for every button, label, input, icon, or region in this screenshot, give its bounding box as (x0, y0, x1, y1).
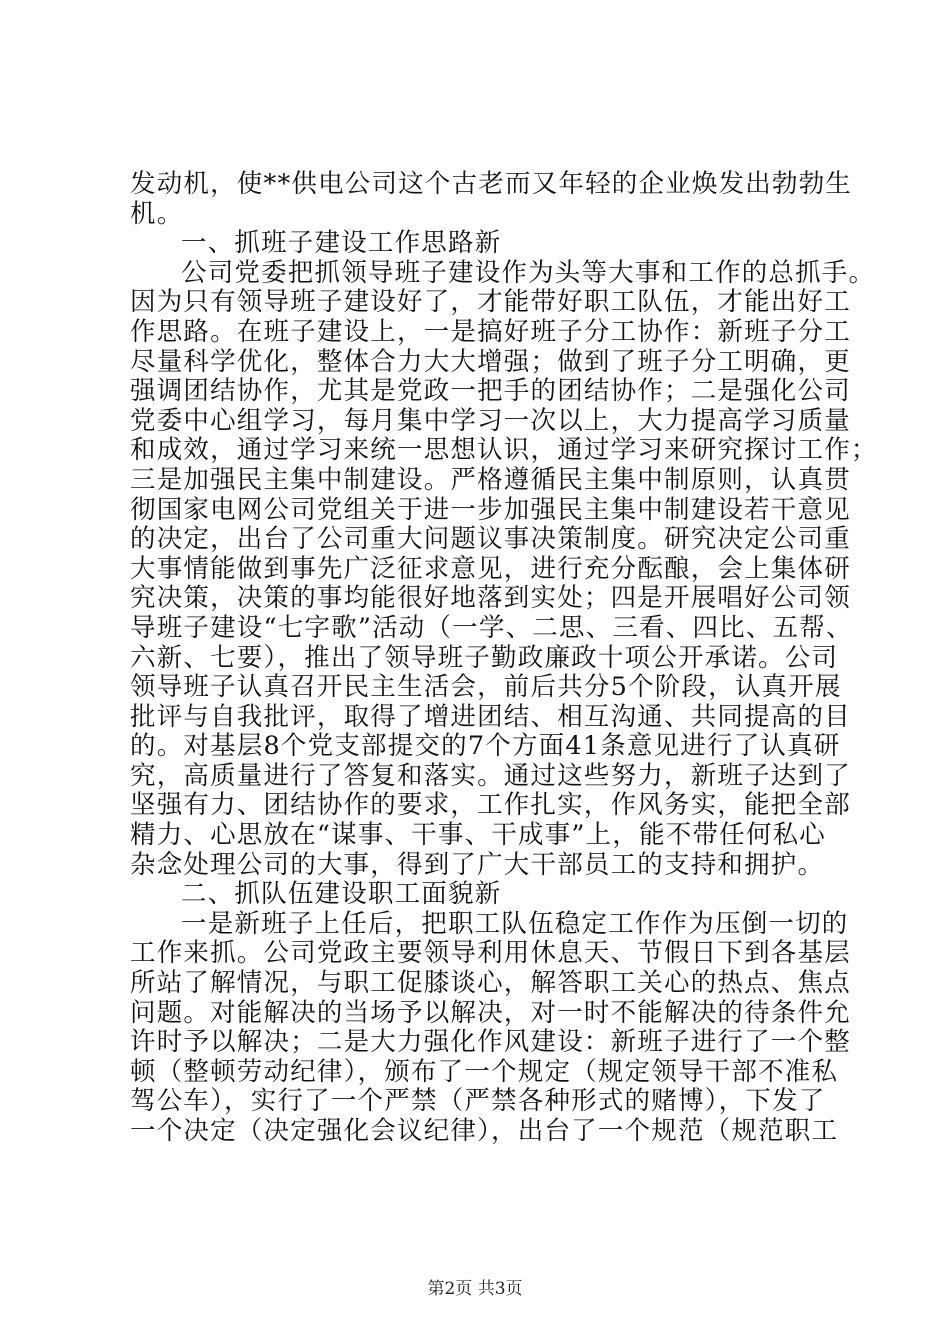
text-line: 尽量科学优化，整体合力大大增强；做到了班子分工明确，更 (130, 346, 851, 377)
text-line: 究决策，决策的事均能很好地落到实处；四是开展唱好公司领 (130, 583, 851, 614)
text-line: 究，高质量进行了答复和落实。通过这些努力，新班子达到了 (130, 760, 851, 791)
text-line: 所站了解情况，与职工促膝谈心，解答职工关心的热点、焦点 (130, 968, 851, 999)
text-line: 党委中心组学习，每月集中学习一次以上，大力提高学习质量 (130, 405, 851, 436)
text-line: 和成效，通过学习来统一思想认识，通过学习来研究探讨工作； (130, 435, 878, 466)
text-line: 顿（整顿劳动纪律），颁布了一个规定（规定领导干部不准私 (130, 1056, 839, 1087)
page-footer: 第2页 共3页 (427, 1279, 523, 1299)
text-line: 三是加强民主集中制建设。严格遵循民主集中制原则，认真贯 (130, 464, 851, 495)
text-line: 精力、心思放在“谋事、干事、干成事”上，能不带任何私心 (130, 820, 826, 851)
text-line: 发动机，使**供电公司这个古老而又年轻的企业焕发出勃勃生 (130, 169, 853, 199)
text-line: 六新、七要），推出了领导班子勤政廉政十项公开承诺。公司 (130, 642, 839, 673)
text-line: 二、抓队伍建设职工面貌新 (181, 879, 502, 910)
text-line: 作思路。在班子建设上，一是搞好班子分工协作：新班子分工 (130, 316, 851, 347)
text-line: 问题。对能解决的当场予以解决，对一时不能解决的待条件允 (130, 997, 851, 1028)
text-line: 杂念处理公司的大事，得到了广大干部员工的支持和拥护。 (130, 849, 825, 880)
text-line: 坚强有力、团结协作的要求，工作扎实，作风务实，能把全部 (130, 790, 851, 821)
text-line: 一是新班子上任后，把职工队伍稳定工作作为压倒一切的 (181, 908, 849, 939)
text-line: 许时予以解决；二是大力强化作风建设：新班子进行了一个整 (130, 1027, 851, 1058)
text-line: 的。对基层8个党支部提交的7个方面41条意见进行了认真研 (130, 731, 841, 762)
text-line: 导班子建设“七字歌”活动（一学、二思、三看、四比、五帮、 (130, 612, 853, 643)
text-line: 一、抓班子建设工作思路新 (181, 228, 502, 259)
document-body (130, 169, 878, 1147)
text-line: 驾公车），实行了一个严禁（严禁各种形式的赌博），下发了 (130, 1086, 826, 1117)
text-line: 大事情能做到事先广泛征求意见，进行充分酝酿，会上集体研 (130, 553, 851, 584)
text-line: 因为只有领导班子建设好了，才能带好职工队伍，才能出好工 (130, 287, 851, 318)
text-line: 的决定，出台了公司重大问题议事决策制度。研究决定公司重 (130, 524, 851, 555)
text-line: 批评与自我批评，取得了增进团结、相互沟通、共同提高的目 (130, 701, 851, 732)
text-line: 机。 (130, 198, 184, 229)
text-line: 一个决定（决定强化会议纪律），出台了一个规范（规范职工 (130, 1116, 839, 1146)
text-line: 领导班子认真召开民主生活会，前后共分5个阶段，认真开展 (130, 672, 842, 703)
text-line: 公司党委把抓领导班子建设作为头等大事和工作的总抓手。 (181, 257, 876, 288)
text-line: 工作来抓。公司党政主要领导利用休息天、节假日下到各基层 (130, 938, 851, 969)
text-line: 彻国家电网公司党组关于进一步加强民主集中制建设若干意见 (130, 494, 851, 525)
text-line: 强调团结协作，尤其是党政一把手的团结协作；二是强化公司 (130, 376, 851, 407)
